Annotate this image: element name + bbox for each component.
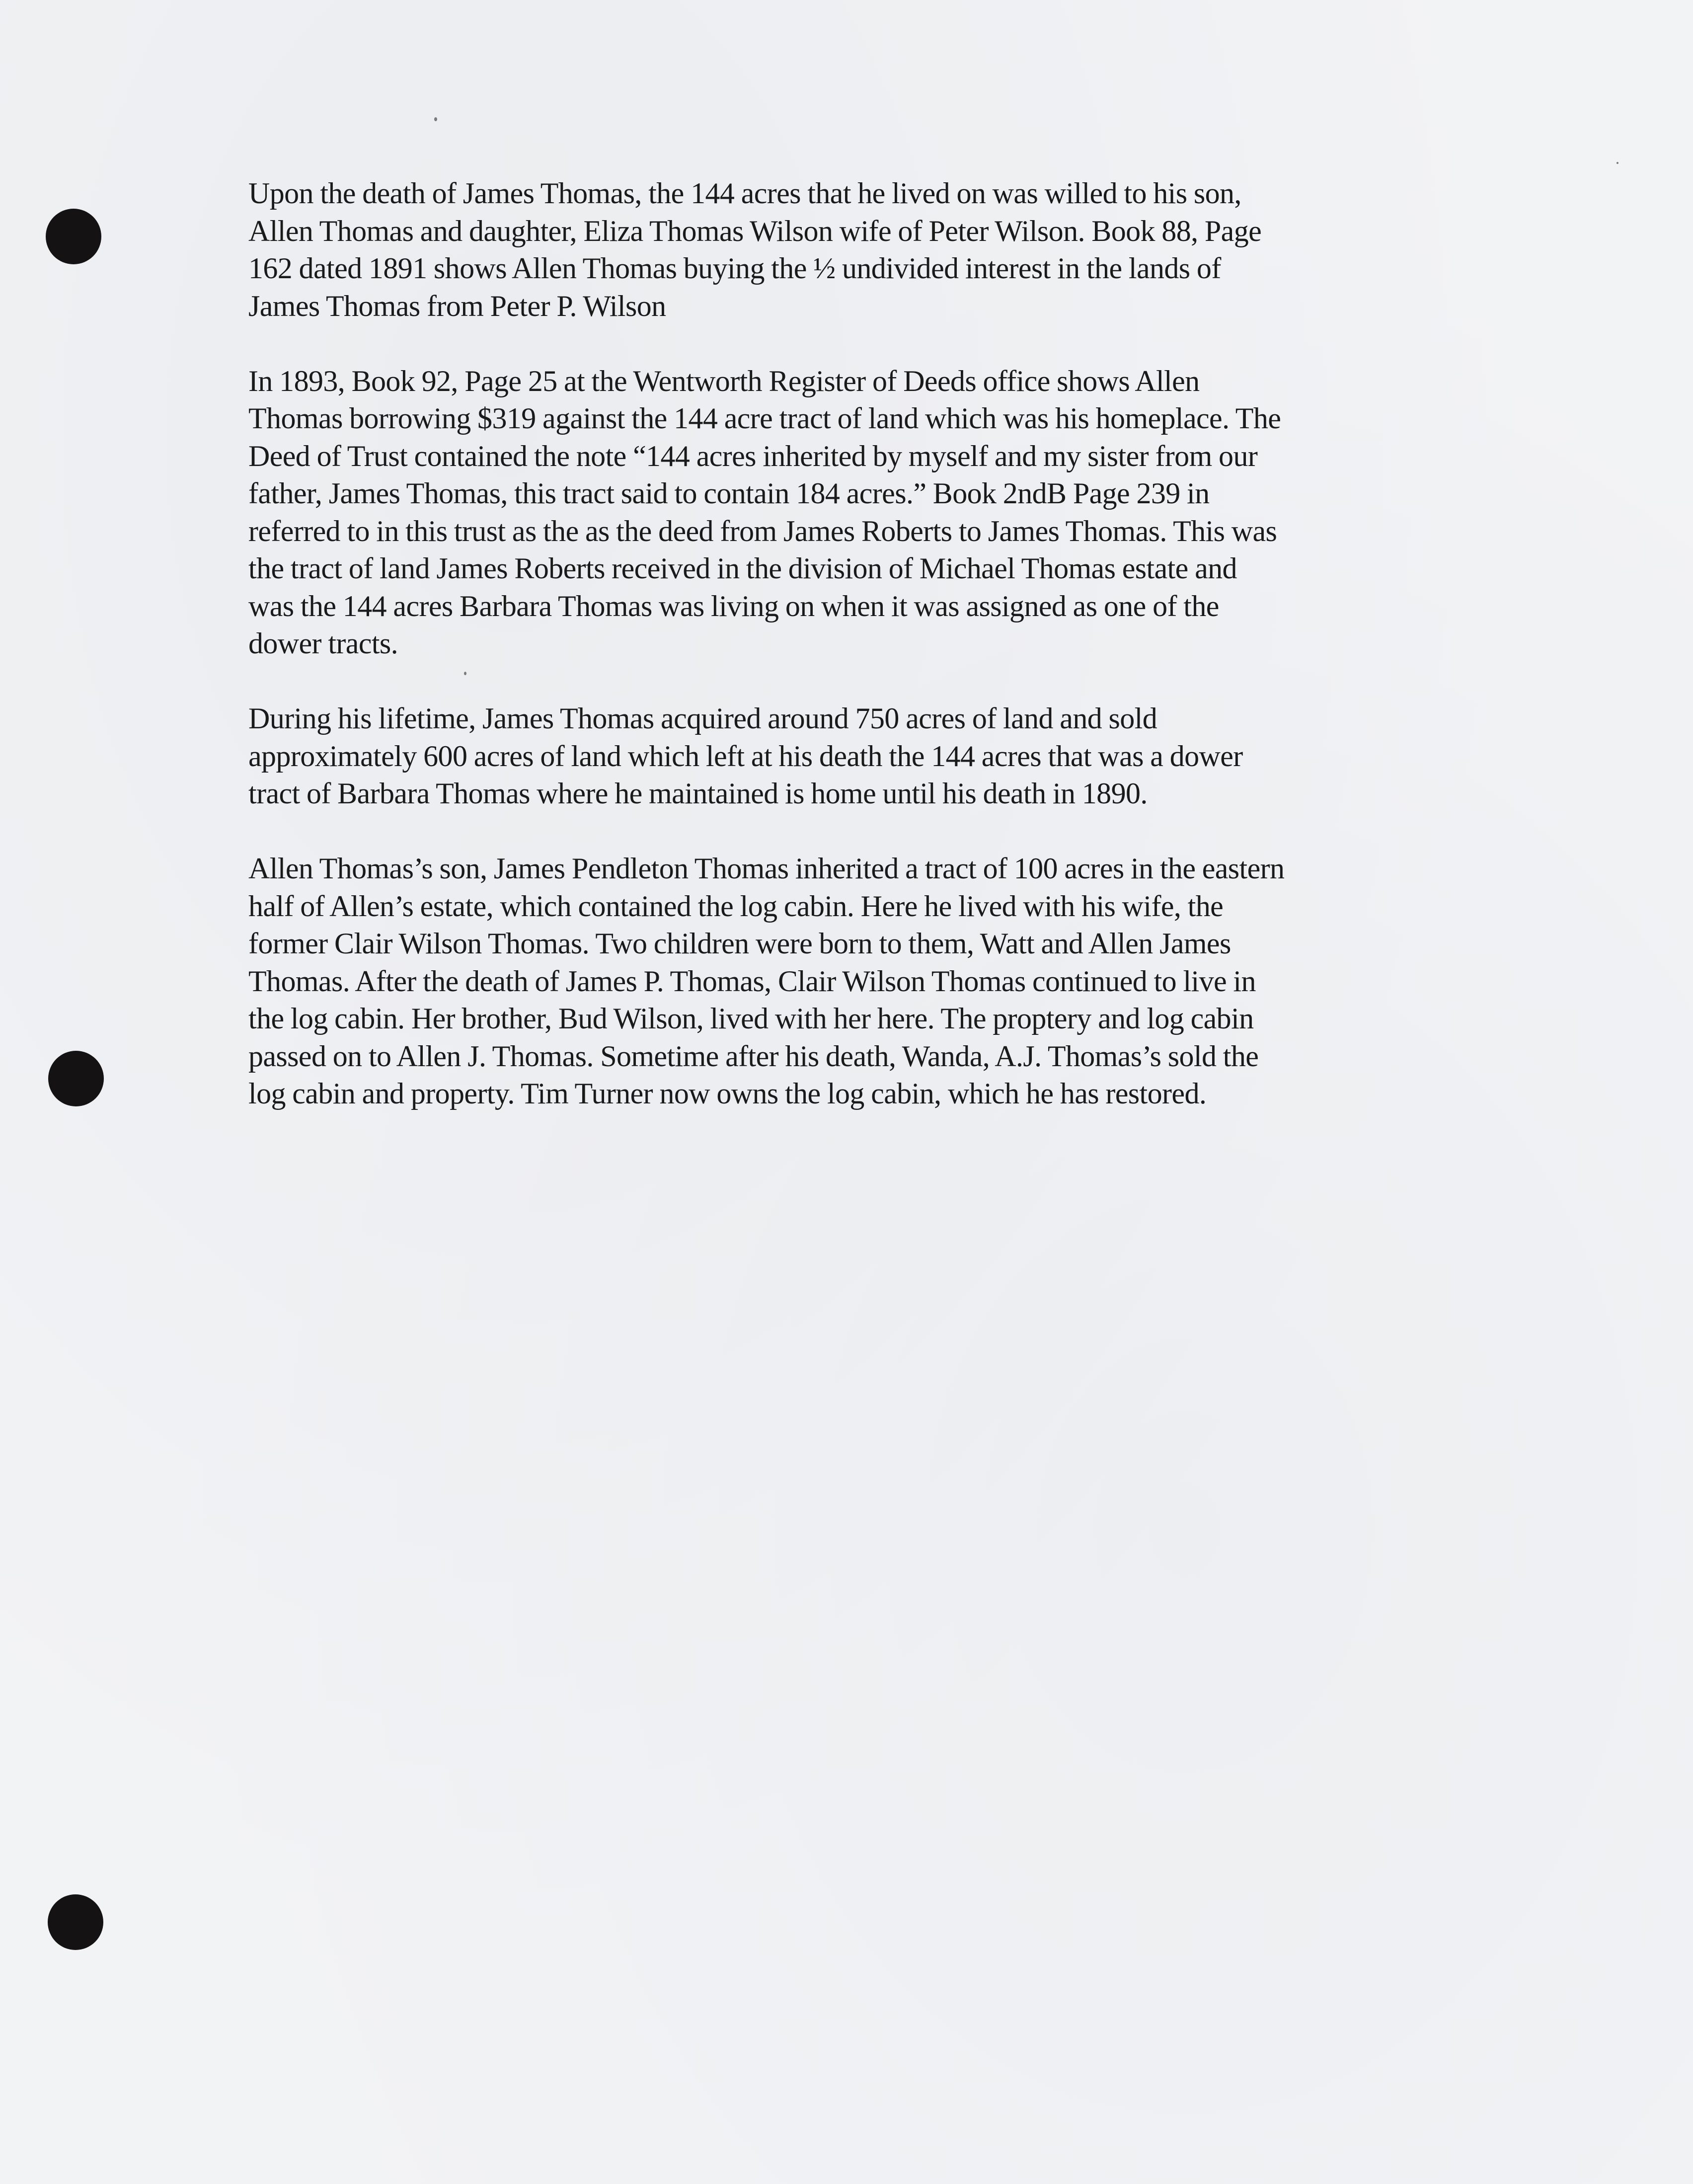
text-line: James Thomas from Peter P. Wilson: [248, 289, 666, 322]
text-line: log cabin and property. Tim Turner now owns the log cabin, which he has restored.: [248, 1077, 1207, 1110]
text-line: In 1893, Book 92, Page 25 at the Wentworth Register of Deeds office shows Allen: [248, 364, 1200, 397]
paragraph-2: [248, 363, 1461, 663]
text-line: father, James Thomas, this tract said to contain 184 acres.” Book 2ndB Page 239 in: [248, 477, 1210, 510]
text-line: approximately 600 acres of land which left at his death the 144 acres that was a dower: [248, 739, 1243, 773]
text-line: Upon the death of James Thomas, the 144 acres that he lived on was willed to his son,: [248, 177, 1241, 210]
scan-speck: [434, 117, 437, 121]
text-line: passed on to Allen J. Thomas. Sometime after his death, Wanda, A.J. Thomas’s sold the: [248, 1039, 1259, 1073]
text-line: was the 144 acres Barbara Thomas was living on when it was assigned as one of the: [248, 589, 1219, 623]
text-line: the log cabin. Her brother, Bud Wilson, lived with her here. The proptery and log cabin: [248, 1002, 1254, 1035]
text-line: During his lifetime, James Thomas acquired around 750 acres of land and sold: [248, 702, 1157, 735]
text-line: referred to in this trust as the as the deed from James Roberts to James Thomas. This was: [248, 514, 1277, 547]
hole-punch-bottom: [48, 1894, 103, 1950]
text-line: dower tracts.: [248, 627, 398, 660]
document-body: [248, 175, 1461, 1150]
text-line: half of Allen’s estate, which contained the log cabin. Here he lived with his wife, the: [248, 889, 1224, 923]
paragraph-4: [248, 850, 1461, 1113]
scan-speck: [1616, 162, 1618, 164]
text-line: 162 dated 1891 shows Allen Thomas buying the ½ undivided interest in the lands of: [248, 252, 1221, 285]
text-line: Allen Thomas’s son, James Pendleton Thomas inherited a tract of 100 acres in the eastern: [248, 852, 1285, 885]
hole-punch-middle: [48, 1051, 104, 1106]
paragraph-3: [248, 700, 1461, 813]
hole-punch-top: [46, 209, 101, 264]
text-line: Thomas borrowing $319 against the 144 acre tract of land which was his homeplace. The: [248, 402, 1281, 435]
text-line: Thomas. After the death of James P. Thomas, Clair Wilson Thomas continued to live in: [248, 964, 1256, 998]
paragraph-1: [248, 175, 1461, 325]
text-line: tract of Barbara Thomas where he maintained is home until his death in 1890.: [248, 777, 1148, 810]
text-line: the tract of land James Roberts received in the division of Michael Thomas estate and: [248, 552, 1237, 585]
text-line: Allen Thomas and daughter, Eliza Thomas Wilson wife of Peter Wilson. Book 88, Page: [248, 214, 1262, 247]
text-line: Deed of Trust contained the note “144 acres inherited by myself and my sister from our: [248, 439, 1258, 472]
text-line: former Clair Wilson Thomas. Two children were born to them, Watt and Allen James: [248, 927, 1231, 960]
